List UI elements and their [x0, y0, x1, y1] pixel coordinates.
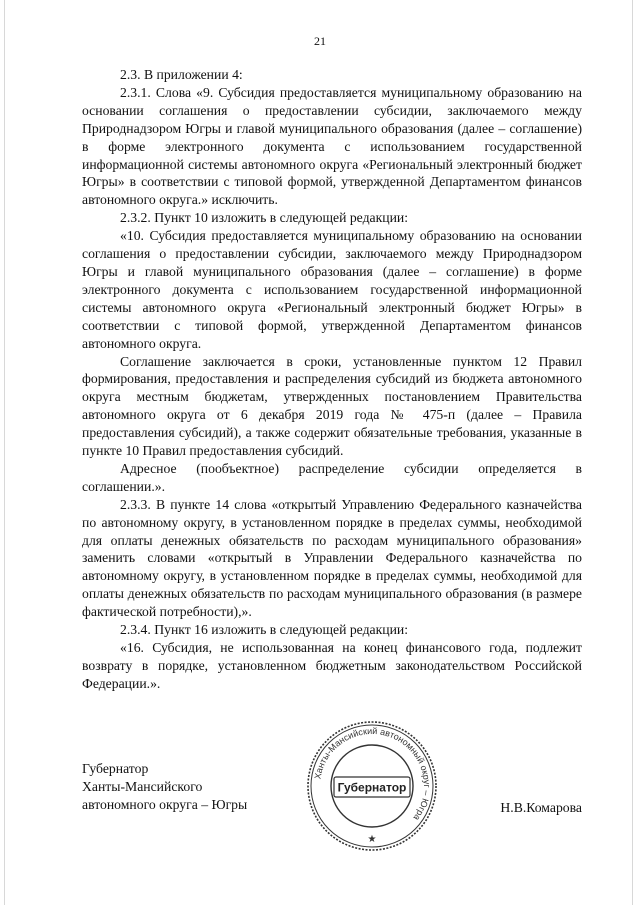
seal-center-text: Губернатор [337, 780, 407, 795]
signatory-name: Н.В.Комарова [500, 800, 582, 815]
signatory-title-line-1: Губернатор [82, 761, 149, 776]
paragraph-distribution: Адресное (пообъектное) распределение субсидии определяется в соглашении.». [82, 460, 582, 494]
paragraph-2-3-3: 2.3.3. В пункте 14 слова «открытый Управлению Федерального казначейства по автономному округу, в установленном порядке в пределах суммы, необходимой для оплаты денежных обязательств по расходам муниципального образования» заменить словами «открытый в Управлении Федерального казначейства по автономному округу, в установленном порядке в пределах суммы, необходимой для оплаты денежных обязательств по расходам муниципального образования (в размере фактической потребности),». [82, 496, 582, 620]
seal-star-icon: ★ [367, 834, 377, 845]
document-body [82, 66, 582, 693]
paragraph-agreement-terms: Соглашение заключается в сроки, установленные пунктом 12 Правил формирования, предоставления и распределения субсидий из бюджета автономного округа местным бюджетам, утвержденных постановлением Правительства автономного округа от 6 декабря 2019 года № 475-п (далее – Правила предоставления субсидий), а также содержит обязательные требования, указанные в пункте 10 Правил предоставления субсидий. [82, 353, 582, 459]
signatory-title [82, 760, 247, 814]
paragraph-2-3-1: 2.3.1. Слова «9. Субсидия предоставляется муниципальному образованию на основании соглашения о предоставлении субсидии, заключаемого между Природнадзором Югры и главой муниципального образования (далее – соглашение) в форме электронного документа с использованием государственной информационной системы автономного округа «Региональный электронный бюджет Югры» в соответствии с типовой формой, утвержденной Департаментом финансов автономного округа.» исключить. [82, 84, 582, 208]
page-number: 21 [314, 34, 326, 48]
paragraph-point-10: «10. Субсидия предоставляется муниципальному образованию на основании соглашения о предоставлении субсидии, заключаемого между Природнадзором Югры и главой муниципального образования (далее – соглашение) в форме электронного документа с использованием государственной информационной системы автономного округа «Региональный электронный бюджет Югры» в соответствии с типовой формой, утвержденной Департаментом финансов автономного округа. [82, 228, 582, 351]
signatory-title-line-3: автономного округа – Югры [82, 797, 248, 812]
official-seal [303, 717, 441, 855]
paragraph-point-16: «16. Субсидия, не использованная на конец финансового года, подлежит возврату в порядке, установленном бюджетным законодательством Российской Федерации.». [82, 640, 582, 691]
right-margin-line [632, 0, 633, 905]
seal-ring-text: Ханты-Мансийский автономный округ – Югра [312, 725, 433, 823]
paragraph-2-3-4: 2.3.4. Пункт 16 изложить в следующей редакции: [120, 622, 409, 638]
paragraph-2-3-2: 2.3.2. Пункт 10 изложить в следующей редакции: [120, 210, 409, 226]
left-margin-line [4, 0, 5, 905]
signatory-title-line-2: Ханты-Мансийского [82, 779, 203, 794]
paragraph-2-3: 2.3. В приложении 4: [120, 67, 243, 82]
